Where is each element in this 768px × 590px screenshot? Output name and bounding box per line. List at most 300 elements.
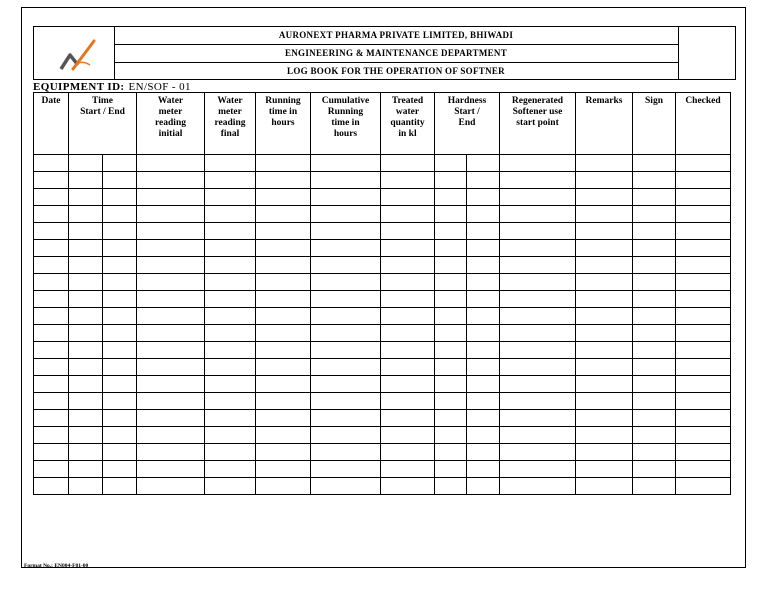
table-cell[interactable] bbox=[69, 172, 103, 189]
table-cell[interactable] bbox=[103, 172, 137, 189]
table-cell[interactable] bbox=[137, 240, 205, 257]
table-cell[interactable] bbox=[311, 376, 381, 393]
table-cell[interactable] bbox=[467, 376, 500, 393]
table-cell[interactable] bbox=[467, 291, 500, 308]
table-cell[interactable] bbox=[500, 461, 576, 478]
table-cell[interactable] bbox=[256, 342, 311, 359]
table-cell[interactable] bbox=[467, 359, 500, 376]
table-cell[interactable] bbox=[676, 461, 731, 478]
table-cell[interactable] bbox=[633, 325, 676, 342]
table-cell[interactable] bbox=[435, 308, 467, 325]
table-cell[interactable] bbox=[137, 189, 205, 206]
table-cell[interactable] bbox=[467, 461, 500, 478]
table-cell[interactable] bbox=[467, 478, 500, 495]
table-cell[interactable] bbox=[500, 155, 576, 172]
table-cell[interactable] bbox=[256, 478, 311, 495]
table-cell[interactable] bbox=[205, 359, 256, 376]
table-cell[interactable] bbox=[633, 172, 676, 189]
table-cell[interactable] bbox=[381, 393, 435, 410]
table-cell[interactable] bbox=[633, 257, 676, 274]
table-cell[interactable] bbox=[69, 342, 103, 359]
table-cell[interactable] bbox=[256, 155, 311, 172]
table-cell[interactable] bbox=[69, 478, 103, 495]
table-cell[interactable] bbox=[435, 206, 467, 223]
table-cell[interactable] bbox=[69, 240, 103, 257]
table-cell[interactable] bbox=[34, 308, 69, 325]
table-cell[interactable] bbox=[676, 444, 731, 461]
table-cell[interactable] bbox=[633, 359, 676, 376]
table-cell[interactable] bbox=[34, 427, 69, 444]
table-cell[interactable] bbox=[137, 427, 205, 444]
table-cell[interactable] bbox=[311, 410, 381, 427]
table-cell[interactable] bbox=[500, 223, 576, 240]
table-cell[interactable] bbox=[435, 393, 467, 410]
table-cell[interactable] bbox=[435, 444, 467, 461]
table-cell[interactable] bbox=[381, 410, 435, 427]
table-cell[interactable] bbox=[311, 206, 381, 223]
table-cell[interactable] bbox=[676, 427, 731, 444]
table-cell[interactable] bbox=[34, 359, 69, 376]
table-cell[interactable] bbox=[633, 478, 676, 495]
table-cell[interactable] bbox=[435, 376, 467, 393]
table-cell[interactable] bbox=[137, 325, 205, 342]
table-cell[interactable] bbox=[467, 308, 500, 325]
table-row bbox=[34, 359, 731, 376]
table-cell[interactable] bbox=[435, 155, 467, 172]
table-cell[interactable] bbox=[435, 359, 467, 376]
table-cell[interactable] bbox=[633, 274, 676, 291]
table-row bbox=[34, 444, 731, 461]
table-row bbox=[34, 325, 731, 342]
table-cell[interactable] bbox=[103, 478, 137, 495]
table-cell[interactable] bbox=[137, 223, 205, 240]
table-cell[interactable] bbox=[69, 461, 103, 478]
table-cell[interactable] bbox=[467, 427, 500, 444]
table-cell[interactable] bbox=[633, 376, 676, 393]
table-cell[interactable] bbox=[256, 172, 311, 189]
table-cell[interactable] bbox=[467, 410, 500, 427]
table-row bbox=[34, 427, 731, 444]
table-cell[interactable] bbox=[137, 155, 205, 172]
table-cell[interactable] bbox=[137, 478, 205, 495]
table-cell[interactable] bbox=[467, 444, 500, 461]
table-cell[interactable] bbox=[676, 240, 731, 257]
table-cell[interactable] bbox=[576, 257, 633, 274]
table-cell[interactable] bbox=[311, 189, 381, 206]
table-cell[interactable] bbox=[500, 274, 576, 291]
table-cell[interactable] bbox=[576, 393, 633, 410]
table-cell[interactable] bbox=[69, 359, 103, 376]
table-cell[interactable] bbox=[500, 427, 576, 444]
table-cell[interactable] bbox=[137, 291, 205, 308]
table-cell[interactable] bbox=[633, 461, 676, 478]
table-cell[interactable] bbox=[500, 359, 576, 376]
table-cell[interactable] bbox=[500, 410, 576, 427]
table-cell[interactable] bbox=[103, 427, 137, 444]
table-cell[interactable] bbox=[69, 325, 103, 342]
table-cell[interactable] bbox=[633, 291, 676, 308]
table-cell[interactable] bbox=[576, 189, 633, 206]
table-cell[interactable] bbox=[256, 291, 311, 308]
table-cell[interactable] bbox=[381, 325, 435, 342]
document-header bbox=[33, 26, 736, 80]
table-cell[interactable] bbox=[311, 444, 381, 461]
table-cell[interactable] bbox=[633, 240, 676, 257]
table-cell[interactable] bbox=[633, 308, 676, 325]
table-cell[interactable] bbox=[256, 444, 311, 461]
table-cell[interactable] bbox=[435, 325, 467, 342]
table-cell[interactable] bbox=[381, 257, 435, 274]
table-cell[interactable] bbox=[467, 257, 500, 274]
table-cell[interactable] bbox=[311, 240, 381, 257]
table-cell[interactable] bbox=[256, 325, 311, 342]
table-cell[interactable] bbox=[137, 444, 205, 461]
table-cell[interactable] bbox=[256, 410, 311, 427]
table-cell[interactable] bbox=[500, 342, 576, 359]
table-cell[interactable] bbox=[205, 444, 256, 461]
table-cell[interactable] bbox=[34, 274, 69, 291]
table-cell[interactable] bbox=[311, 342, 381, 359]
table-cell[interactable] bbox=[633, 189, 676, 206]
table-cell[interactable] bbox=[381, 291, 435, 308]
table-cell[interactable] bbox=[467, 223, 500, 240]
table-cell[interactable] bbox=[576, 376, 633, 393]
table-cell[interactable] bbox=[34, 410, 69, 427]
table-cell[interactable] bbox=[576, 308, 633, 325]
table-cell[interactable] bbox=[311, 325, 381, 342]
table-cell[interactable] bbox=[435, 410, 467, 427]
table-cell[interactable] bbox=[34, 257, 69, 274]
table-cell[interactable] bbox=[676, 206, 731, 223]
table-cell[interactable] bbox=[633, 427, 676, 444]
table-cell[interactable] bbox=[311, 393, 381, 410]
table-cell[interactable] bbox=[311, 478, 381, 495]
table-cell[interactable] bbox=[256, 308, 311, 325]
table-cell[interactable] bbox=[103, 223, 137, 240]
table-cell[interactable] bbox=[311, 274, 381, 291]
table-cell[interactable] bbox=[205, 189, 256, 206]
table-cell[interactable] bbox=[205, 223, 256, 240]
table-cell[interactable] bbox=[69, 410, 103, 427]
table-cell[interactable] bbox=[69, 291, 103, 308]
table-cell[interactable] bbox=[103, 376, 137, 393]
table-cell[interactable] bbox=[256, 257, 311, 274]
table-cell[interactable] bbox=[103, 257, 137, 274]
table-cell[interactable] bbox=[69, 444, 103, 461]
table-cell[interactable] bbox=[34, 325, 69, 342]
col-treated-water: Treated water quantity in kl bbox=[381, 93, 435, 155]
table-cell[interactable] bbox=[103, 291, 137, 308]
table-cell[interactable] bbox=[311, 359, 381, 376]
table-cell[interactable] bbox=[205, 461, 256, 478]
table-cell[interactable] bbox=[381, 444, 435, 461]
table-cell[interactable] bbox=[256, 240, 311, 257]
col-sign: Sign bbox=[633, 93, 676, 155]
table-cell[interactable] bbox=[633, 223, 676, 240]
table-cell[interactable] bbox=[311, 291, 381, 308]
table-cell[interactable] bbox=[435, 223, 467, 240]
table-cell[interactable] bbox=[69, 427, 103, 444]
table-cell[interactable] bbox=[311, 155, 381, 172]
table-cell[interactable] bbox=[34, 291, 69, 308]
table-cell[interactable] bbox=[205, 427, 256, 444]
table-cell[interactable] bbox=[103, 393, 137, 410]
table-cell[interactable] bbox=[34, 393, 69, 410]
table-cell[interactable] bbox=[311, 172, 381, 189]
table-cell[interactable] bbox=[576, 155, 633, 172]
table-cell[interactable] bbox=[576, 427, 633, 444]
table-cell[interactable] bbox=[676, 325, 731, 342]
table-cell[interactable] bbox=[311, 257, 381, 274]
table-cell[interactable] bbox=[137, 342, 205, 359]
table-cell[interactable] bbox=[381, 274, 435, 291]
table-cell[interactable] bbox=[576, 223, 633, 240]
table-cell[interactable] bbox=[633, 410, 676, 427]
table-cell[interactable] bbox=[137, 359, 205, 376]
table-cell[interactable] bbox=[205, 376, 256, 393]
table-cell[interactable] bbox=[69, 257, 103, 274]
table-cell[interactable] bbox=[435, 274, 467, 291]
table-cell[interactable] bbox=[205, 291, 256, 308]
table-cell[interactable] bbox=[137, 206, 205, 223]
table-row bbox=[34, 393, 731, 410]
table-cell[interactable] bbox=[435, 240, 467, 257]
table-row bbox=[34, 291, 731, 308]
table-cell[interactable] bbox=[381, 240, 435, 257]
table-cell[interactable] bbox=[311, 427, 381, 444]
table-cell[interactable] bbox=[137, 257, 205, 274]
table-cell[interactable] bbox=[69, 155, 103, 172]
table-cell[interactable] bbox=[676, 376, 731, 393]
table-cell[interactable] bbox=[69, 393, 103, 410]
table-cell[interactable] bbox=[311, 461, 381, 478]
table-cell[interactable] bbox=[676, 223, 731, 240]
table-cell[interactable] bbox=[205, 342, 256, 359]
table-cell[interactable] bbox=[576, 359, 633, 376]
table-cell[interactable] bbox=[256, 274, 311, 291]
table-cell[interactable] bbox=[467, 325, 500, 342]
table-cell[interactable] bbox=[205, 155, 256, 172]
table-cell[interactable] bbox=[381, 206, 435, 223]
table-cell[interactable] bbox=[205, 172, 256, 189]
table-cell[interactable] bbox=[676, 308, 731, 325]
table-cell[interactable] bbox=[435, 427, 467, 444]
table-cell[interactable] bbox=[500, 291, 576, 308]
table-cell[interactable] bbox=[205, 308, 256, 325]
table-cell[interactable] bbox=[137, 308, 205, 325]
table-cell[interactable] bbox=[576, 206, 633, 223]
table-cell[interactable] bbox=[435, 257, 467, 274]
table-cell[interactable] bbox=[103, 410, 137, 427]
table-cell[interactable] bbox=[137, 172, 205, 189]
table-cell[interactable] bbox=[500, 376, 576, 393]
table-cell[interactable] bbox=[34, 155, 69, 172]
table-cell[interactable] bbox=[435, 189, 467, 206]
table-cell[interactable] bbox=[34, 461, 69, 478]
table-cell[interactable] bbox=[137, 393, 205, 410]
table-cell[interactable] bbox=[676, 359, 731, 376]
table-cell[interactable] bbox=[34, 478, 69, 495]
table-cell[interactable] bbox=[676, 291, 731, 308]
table-cell[interactable] bbox=[103, 444, 137, 461]
table-cell[interactable] bbox=[103, 342, 137, 359]
table-cell[interactable] bbox=[467, 206, 500, 223]
table-cell[interactable] bbox=[576, 478, 633, 495]
table-cell[interactable] bbox=[500, 240, 576, 257]
table-cell[interactable] bbox=[576, 240, 633, 257]
table-cell[interactable] bbox=[676, 257, 731, 274]
col-water-meter-final: Water meter reading final bbox=[205, 93, 256, 155]
table-cell[interactable] bbox=[381, 376, 435, 393]
table-cell[interactable] bbox=[256, 359, 311, 376]
table-cell[interactable] bbox=[576, 274, 633, 291]
table-cell[interactable] bbox=[34, 223, 69, 240]
table-cell[interactable] bbox=[205, 206, 256, 223]
table-cell[interactable] bbox=[500, 308, 576, 325]
table-cell[interactable] bbox=[500, 189, 576, 206]
table-cell[interactable] bbox=[381, 172, 435, 189]
table-cell[interactable] bbox=[69, 376, 103, 393]
table-cell[interactable] bbox=[467, 189, 500, 206]
col-water-meter-initial: Water meter reading initial bbox=[137, 93, 205, 155]
table-cell[interactable] bbox=[576, 342, 633, 359]
table-cell[interactable] bbox=[256, 223, 311, 240]
table-cell[interactable] bbox=[69, 223, 103, 240]
table-cell[interactable] bbox=[381, 223, 435, 240]
table-cell[interactable] bbox=[137, 461, 205, 478]
table-cell[interactable] bbox=[137, 410, 205, 427]
table-cell[interactable] bbox=[205, 257, 256, 274]
table-cell[interactable] bbox=[103, 274, 137, 291]
table-cell[interactable] bbox=[676, 189, 731, 206]
table-cell[interactable] bbox=[69, 189, 103, 206]
table-cell[interactable] bbox=[500, 206, 576, 223]
table-cell[interactable] bbox=[435, 342, 467, 359]
table-cell[interactable] bbox=[256, 461, 311, 478]
table-cell[interactable] bbox=[205, 478, 256, 495]
table-cell[interactable] bbox=[34, 189, 69, 206]
table-cell[interactable] bbox=[103, 189, 137, 206]
table-cell[interactable] bbox=[69, 308, 103, 325]
table-cell[interactable] bbox=[256, 206, 311, 223]
table-cell[interactable] bbox=[103, 206, 137, 223]
table-cell[interactable] bbox=[676, 410, 731, 427]
table-cell[interactable] bbox=[381, 308, 435, 325]
table-cell[interactable] bbox=[576, 410, 633, 427]
table-cell[interactable] bbox=[500, 444, 576, 461]
table-cell[interactable] bbox=[381, 427, 435, 444]
table-cell[interactable] bbox=[137, 376, 205, 393]
table-cell[interactable] bbox=[435, 478, 467, 495]
table-cell[interactable] bbox=[676, 155, 731, 172]
col-checked: Checked bbox=[676, 93, 731, 155]
table-cell[interactable] bbox=[205, 393, 256, 410]
table-row bbox=[34, 172, 731, 189]
table-cell[interactable] bbox=[676, 342, 731, 359]
table-cell[interactable] bbox=[576, 291, 633, 308]
table-cell[interactable] bbox=[34, 376, 69, 393]
table-cell[interactable] bbox=[576, 325, 633, 342]
table-cell[interactable] bbox=[500, 393, 576, 410]
table-cell[interactable] bbox=[676, 274, 731, 291]
table-cell[interactable] bbox=[467, 274, 500, 291]
table-row bbox=[34, 410, 731, 427]
table-cell[interactable] bbox=[500, 325, 576, 342]
company-name: AURONEXT PHARMA PRIVATE LIMITED, BHIWADI bbox=[114, 27, 678, 45]
table-cell[interactable] bbox=[676, 172, 731, 189]
table-cell[interactable] bbox=[256, 393, 311, 410]
table-cell[interactable] bbox=[381, 478, 435, 495]
table-cell[interactable] bbox=[435, 461, 467, 478]
table-cell[interactable] bbox=[205, 410, 256, 427]
table-cell[interactable] bbox=[576, 461, 633, 478]
table-cell[interactable] bbox=[381, 189, 435, 206]
table-cell[interactable] bbox=[34, 240, 69, 257]
table-cell[interactable] bbox=[633, 155, 676, 172]
table-cell[interactable] bbox=[103, 325, 137, 342]
table-cell[interactable] bbox=[381, 461, 435, 478]
table-cell[interactable] bbox=[633, 393, 676, 410]
table-cell[interactable] bbox=[633, 444, 676, 461]
table-cell[interactable] bbox=[34, 172, 69, 189]
table-cell[interactable] bbox=[576, 444, 633, 461]
table-cell[interactable] bbox=[256, 189, 311, 206]
table-cell[interactable] bbox=[633, 342, 676, 359]
table-cell[interactable] bbox=[676, 393, 731, 410]
table-cell[interactable] bbox=[633, 206, 676, 223]
table-cell[interactable] bbox=[205, 325, 256, 342]
table-cell[interactable] bbox=[381, 359, 435, 376]
table-cell[interactable] bbox=[103, 155, 137, 172]
title-block bbox=[114, 27, 678, 79]
table-cell[interactable] bbox=[205, 274, 256, 291]
table-cell[interactable] bbox=[256, 376, 311, 393]
table-row bbox=[34, 240, 731, 257]
table-cell[interactable] bbox=[467, 155, 500, 172]
table-cell[interactable] bbox=[467, 393, 500, 410]
table-cell[interactable] bbox=[103, 461, 137, 478]
table-cell[interactable] bbox=[137, 274, 205, 291]
table-cell[interactable] bbox=[467, 172, 500, 189]
table-cell[interactable] bbox=[500, 172, 576, 189]
table-cell[interactable] bbox=[576, 172, 633, 189]
table-cell[interactable] bbox=[500, 478, 576, 495]
table-cell[interactable] bbox=[103, 308, 137, 325]
table-cell[interactable] bbox=[103, 359, 137, 376]
table-cell[interactable] bbox=[103, 240, 137, 257]
table-cell[interactable] bbox=[34, 342, 69, 359]
table-cell[interactable] bbox=[311, 308, 381, 325]
col-hardness: Hardness Start / End bbox=[435, 93, 500, 155]
table-cell[interactable] bbox=[205, 240, 256, 257]
table-cell[interactable] bbox=[256, 427, 311, 444]
table-cell[interactable] bbox=[69, 274, 103, 291]
table-cell[interactable] bbox=[69, 206, 103, 223]
table-cell[interactable] bbox=[676, 478, 731, 495]
table-cell[interactable] bbox=[34, 444, 69, 461]
table-cell[interactable] bbox=[34, 206, 69, 223]
table-cell[interactable] bbox=[500, 257, 576, 274]
table-cell[interactable] bbox=[435, 291, 467, 308]
equipment-id-label: EQUIPMENT ID: bbox=[33, 81, 125, 93]
table-cell[interactable] bbox=[467, 240, 500, 257]
table-header-row bbox=[34, 93, 731, 155]
table-cell[interactable] bbox=[381, 342, 435, 359]
table-cell[interactable] bbox=[311, 223, 381, 240]
table-cell[interactable] bbox=[467, 342, 500, 359]
table-cell[interactable] bbox=[435, 172, 467, 189]
table-cell[interactable] bbox=[381, 155, 435, 172]
